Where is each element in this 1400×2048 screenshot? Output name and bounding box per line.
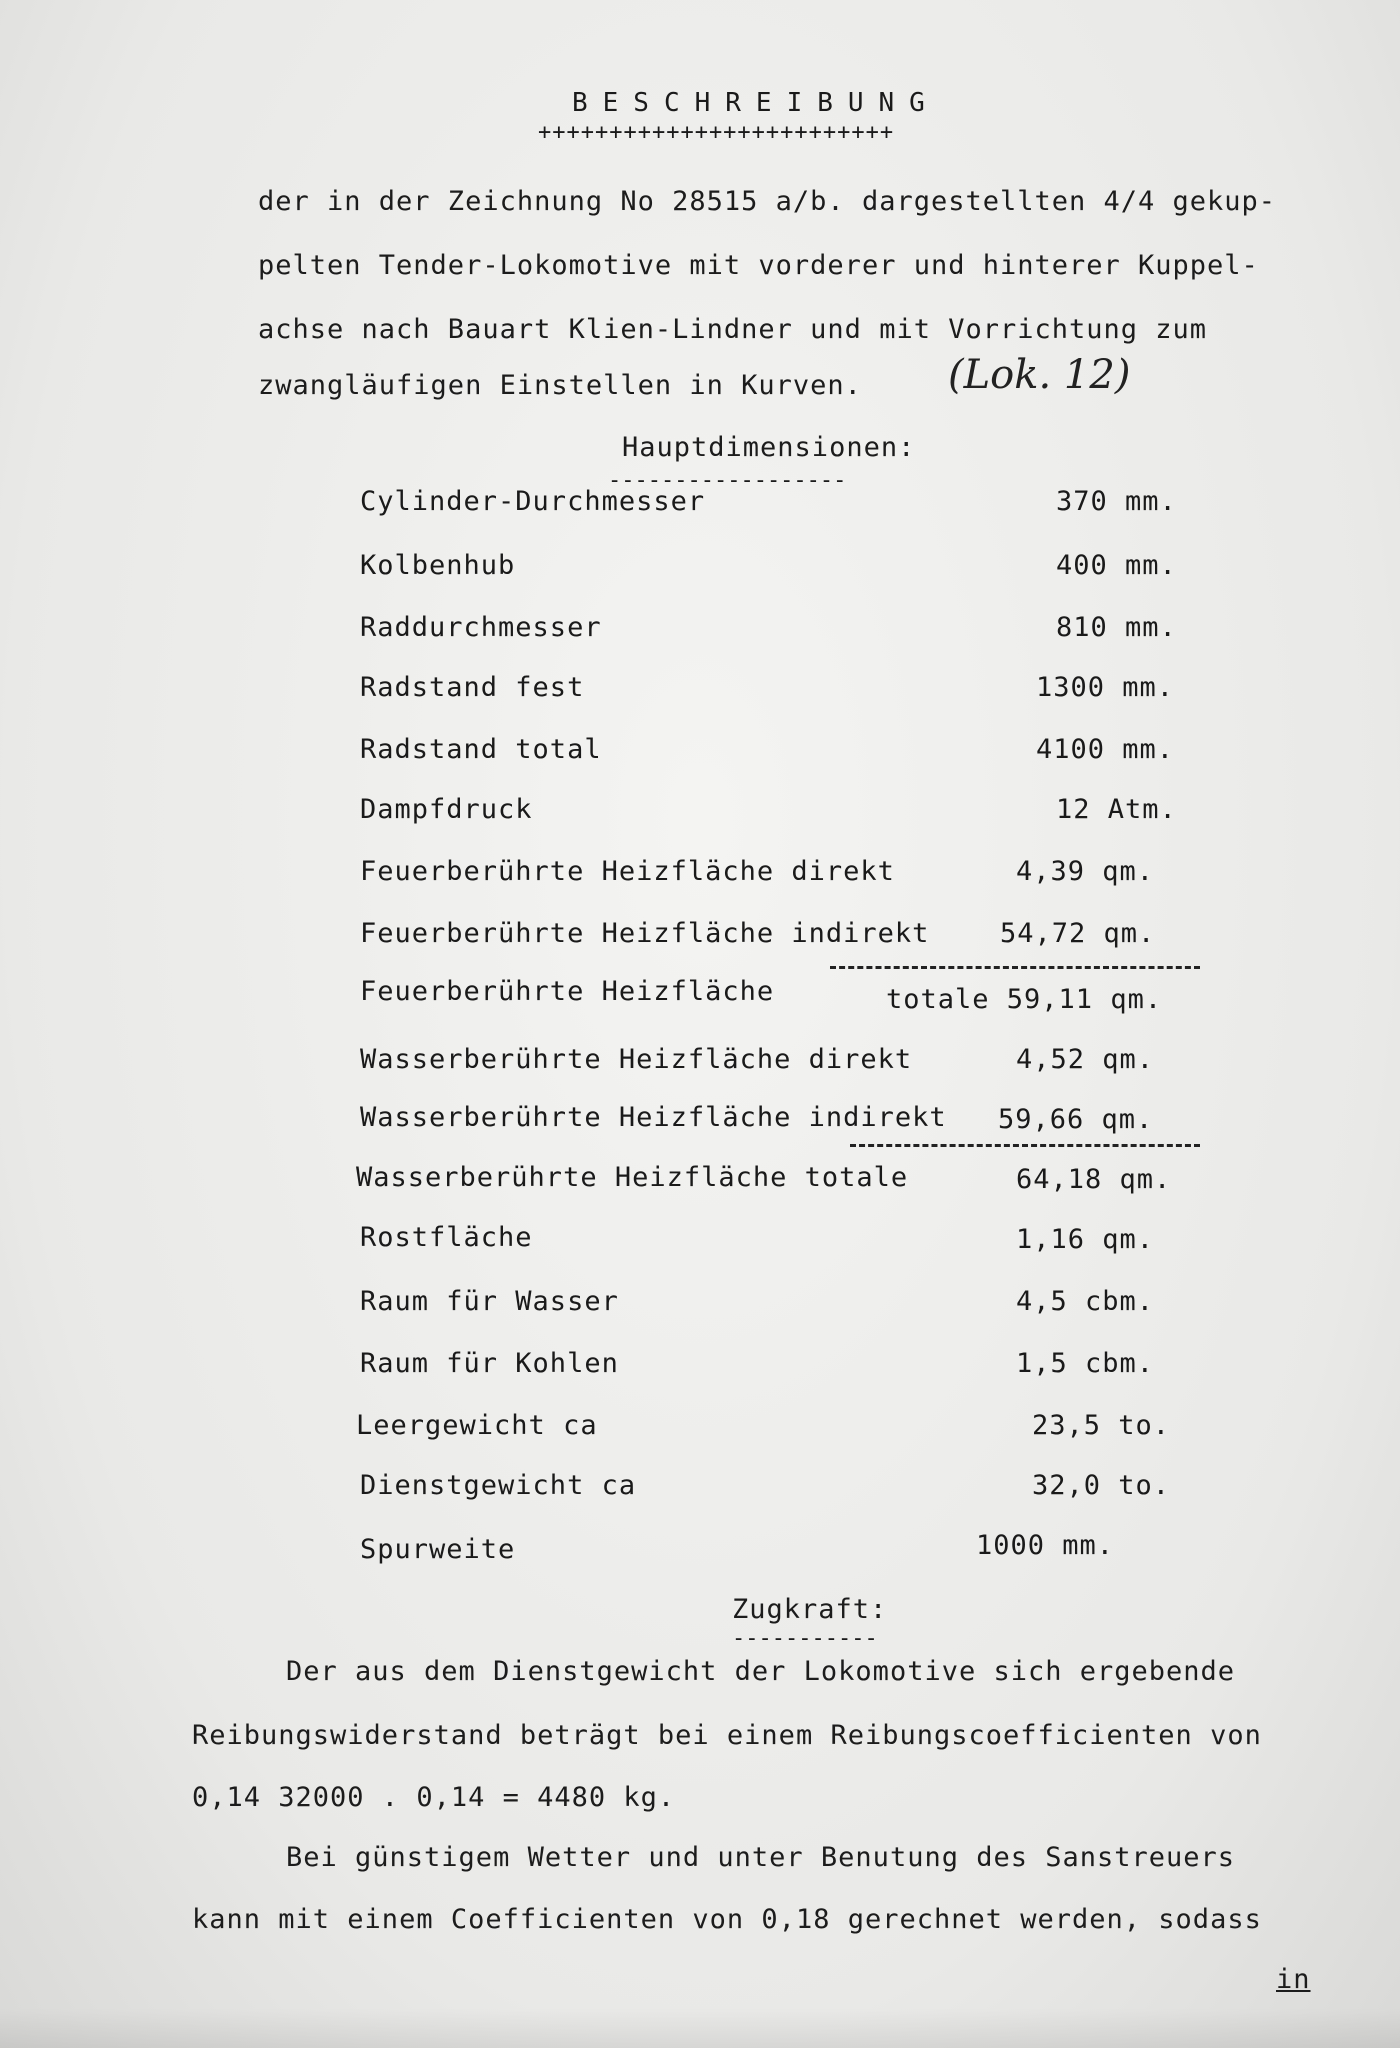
dim-value-leergewicht: 23,5 to. — [1032, 1410, 1171, 1441]
traction-line-4: Bei günstigem Wetter und unter Benutung des Sanstreuers — [286, 1842, 1236, 1873]
dim-value-raum-wasser: 4,5 cbm. — [1016, 1286, 1155, 1317]
dim-value-spurweite: 1000 mm. — [976, 1530, 1115, 1561]
traction-line-3: 0,14 32000 . 0,14 = 4480 kg. — [192, 1782, 676, 1813]
page-edge-shadow — [0, 2008, 1400, 2048]
dim-value-wasser-indirekt: 59,66 qm. — [998, 1104, 1154, 1135]
section-heading-traction: Zugkraft: — [732, 1594, 888, 1625]
dim-value-radstand-fest: 1300 mm. — [1036, 672, 1175, 703]
traction-line-1: Der aus dem Dienstgewicht der Lokomotive sich ergebende — [286, 1656, 1236, 1687]
traction-line-5: kann mit einem Coefficienten von 0,18 gerechnet werden, sodass — [192, 1904, 1262, 1935]
intro-line-1: der in der Zeichnung No 28515 a/b. dargestellten 4/4 gekup- — [258, 186, 1277, 217]
dim-value-radstand-total: 4100 mm. — [1036, 734, 1175, 765]
dim-value-dienstgewicht: 32,0 to. — [1032, 1470, 1171, 1501]
dim-label-feuer-indirekt: Feuerberührte Heizfläche indirekt — [360, 918, 930, 949]
dim-label-radstand-fest: Radstand fest — [360, 672, 585, 703]
dim-label-raddurchmesser: Raddurchmesser — [360, 612, 602, 643]
dim-value-wasser-totale: 64,18 qm. — [1016, 1164, 1172, 1195]
dim-value-rostflaeche: 1,16 qm. — [1016, 1224, 1155, 1255]
intro-line-4: zwangläufigen Einstellen in Kurven. — [258, 370, 862, 401]
dim-label-leergewicht: Leergewicht ca — [356, 1410, 598, 1441]
dim-value-feuer-totale: totale 59,11 qm. — [886, 984, 1163, 1015]
dim-label-cylinder: Cylinder-Durchmesser — [360, 486, 706, 517]
sum-rule-wasser — [850, 1144, 1200, 1147]
intro-line-3: achse nach Bauart Klien-Lindner und mit Vorrichtung zum — [258, 314, 1208, 345]
title-underline: +++++++++++++++++++++++++ — [538, 120, 895, 145]
dim-value-cylinder: 370 mm. — [1056, 486, 1177, 517]
dim-label-raum-wasser: Raum für Wasser — [360, 1286, 619, 1317]
dim-label-feuer-totale: Feuerberührte Heizfläche — [360, 976, 775, 1007]
dim-value-feuer-indirekt: 54,72 qm. — [1000, 918, 1156, 949]
dim-value-raum-kohlen: 1,5 cbm. — [1016, 1348, 1155, 1379]
dim-label-wasser-direkt: Wasserberührte Heizfläche direkt — [360, 1044, 913, 1075]
section-underline-dimensions: ------------------ — [608, 468, 847, 493]
section-underline-traction: ----------- — [732, 1626, 878, 1651]
dim-label-wasser-indirekt: Wasserberührte Heizfläche indirekt — [360, 1102, 947, 1133]
dim-label-wasser-totale: Wasserberührte Heizfläche totale — [356, 1162, 909, 1193]
traction-line-2: Reibungswiderstand beträgt bei einem Reibungscoefficienten von — [192, 1720, 1262, 1751]
dim-label-feuer-direkt: Feuerberührte Heizfläche direkt — [360, 856, 895, 887]
dim-label-dampfdruck: Dampfdruck — [360, 794, 533, 825]
dim-label-radstand-total: Radstand total — [360, 734, 602, 765]
sum-rule-feuer — [830, 966, 1200, 969]
section-heading-dimensions: Hauptdimensionen: — [622, 432, 916, 463]
dim-label-raum-kohlen: Raum für Kohlen — [360, 1348, 619, 1379]
dim-value-raddurchmesser: 810 mm. — [1056, 612, 1177, 643]
dim-label-kolbenhub: Kolbenhub — [360, 550, 516, 581]
document-title: BESCHREIBUNG — [572, 88, 940, 118]
dim-value-wasser-direkt: 4,52 qm. — [1016, 1044, 1155, 1075]
intro-line-2: pelten Tender-Lokomotive mit vorderer und hinterer Kuppel- — [258, 250, 1259, 281]
dim-value-dampfdruck: 12 Atm. — [1056, 794, 1177, 825]
catchword: in — [1276, 1964, 1311, 1995]
dim-label-dienstgewicht: Dienstgewicht ca — [360, 1470, 637, 1501]
dim-value-feuer-direkt: 4,39 qm. — [1016, 856, 1155, 887]
dim-value-kolbenhub: 400 mm. — [1056, 550, 1177, 581]
dim-label-rostflaeche: Rostfläche — [360, 1222, 533, 1253]
handwritten-note: (Lok. 12) — [948, 352, 1131, 398]
dim-label-spurweite: Spurweite — [360, 1534, 516, 1565]
